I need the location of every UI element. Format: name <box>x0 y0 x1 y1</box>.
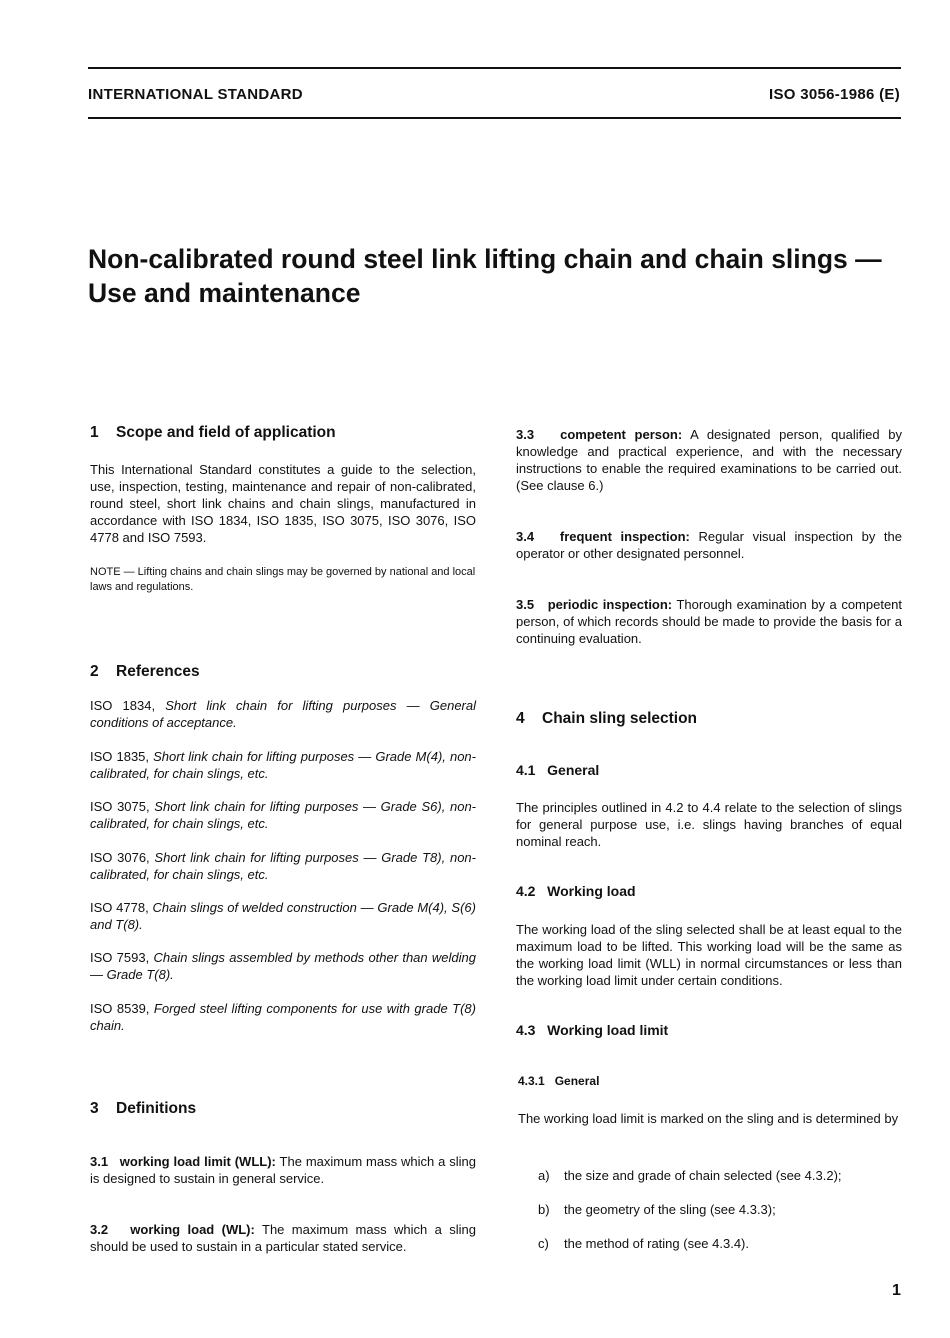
subsection-4-2-paragraph: The working load of the sling selected shall be at least equal to the maximum load to be lifted. This working load will be the same as the working load limit (WLL) in normal circumstances or less than the working load limit under certain conditions. <box>516 922 902 988</box>
definition-item: 3.5 periodic inspection: Thorough examination by a competent person, of which records should be made to provide the basis for a continuing evaluation. <box>516 597 903 646</box>
reference-item: ISO 8539, Forged steel lifting components for use with grade T(8) chain. <box>90 1001 476 1033</box>
header-standard-number: ISO 3056-1986 (E) <box>768 86 900 103</box>
section-title: References <box>116 663 200 680</box>
section-title: Scope and field of application <box>116 424 336 441</box>
reference-item: ISO 1834, Short link chain for lifting purposes — General conditions of acceptance. <box>90 698 476 730</box>
reference-item: ISO 3076, Short link chain for lifting purposes — Grade T8), non-calibrated, for chain slings, etc. <box>90 850 476 882</box>
section-2-heading <box>90 663 200 681</box>
section-1-note: NOTE — Lifting chains and chain slings may be governed by national and local laws and regulations. <box>90 566 476 593</box>
subsection-4-1-paragraph: The principles outlined in 4.2 to 4.4 relate to the selection of slings for general purpose use, i.e. slings having branches of equal nominal reach. <box>516 800 902 849</box>
list-item: b) the geometry of the sling (see 4.3.3); <box>538 1202 776 1217</box>
list-item: c) the method of rating (see 4.3.4). <box>538 1236 749 1251</box>
section-title: Chain sling selection <box>542 710 698 727</box>
header-top-rule <box>88 67 901 69</box>
subsection-4-3-heading: 4.3 Working load limit <box>516 1022 669 1038</box>
section-1-heading <box>90 424 336 442</box>
subsection-4-3-1-paragraph: The working load limit is marked on the sling and is determined by <box>518 1111 899 1126</box>
subsection-4-1-heading: 4.1 General <box>516 762 600 778</box>
reference-item: ISO 3075, Short link chain for lifting purposes — Grade S6), non-calibrated, for chain slings, etc. <box>90 799 476 831</box>
definition-item: 3.3 competent person: A designated person, qualified by knowledge and practical experience, and with the necessary instructions to enable the required examinations to be carried out. (See clause 6.) <box>516 427 902 493</box>
section-4-heading <box>516 710 697 728</box>
definition-item: 3.1 working load limit (WLL): The maximum mass which a sling is designed to sustain in general service. <box>90 1154 476 1186</box>
header-bottom-rule <box>88 117 901 119</box>
section-3-heading <box>90 1100 196 1118</box>
section-number: 3 <box>90 1100 99 1117</box>
section-number: 1 <box>90 424 99 441</box>
list-item: a) the size and grade of chain selected (see 4.3.2); <box>538 1168 842 1183</box>
section-title: Definitions <box>116 1100 197 1117</box>
subsection-4-3-1-heading: 4.3.1 General <box>518 1074 600 1088</box>
definition-item: 3.4 frequent inspection: Regular visual inspection by the operator or other designated personnel. <box>516 529 902 561</box>
section-1-paragraph: This International Standard constitutes a guide to the selection, use, inspection, testing, maintenance and repair of non-calibrated, round steel, short link chains and chain slings, manufactured in accordance with ISO 1834, ISO 1835, ISO 3075, ISO 3076, ISO 4778 and ISO 7593. <box>90 462 476 545</box>
reference-item: ISO 1835, Short link chain for lifting purposes — Grade M(4), non-calibrated, for chain slings, etc. <box>90 749 476 781</box>
reference-item: ISO 4778, Chain slings of welded construction — Grade M(4), S(6) and T(8). <box>90 900 476 932</box>
header-standard-type: INTERNATIONAL STANDARD <box>88 86 303 103</box>
definition-item: 3.2 working load (WL): The maximum mass which a sling should be used to sustain in a particular stated service. <box>90 1222 476 1254</box>
section-number: 2 <box>90 663 99 680</box>
section-number: 4 <box>516 710 525 727</box>
page-title: Non-calibrated round steel link lifting chain and chain slings — Use and maintenance <box>88 244 882 308</box>
page-number: 1 <box>892 1282 901 1299</box>
subsection-4-2-heading: 4.2 Working load <box>516 883 636 899</box>
reference-item: ISO 7593, Chain slings assembled by methods other than welding — Grade T(8). <box>90 950 476 982</box>
